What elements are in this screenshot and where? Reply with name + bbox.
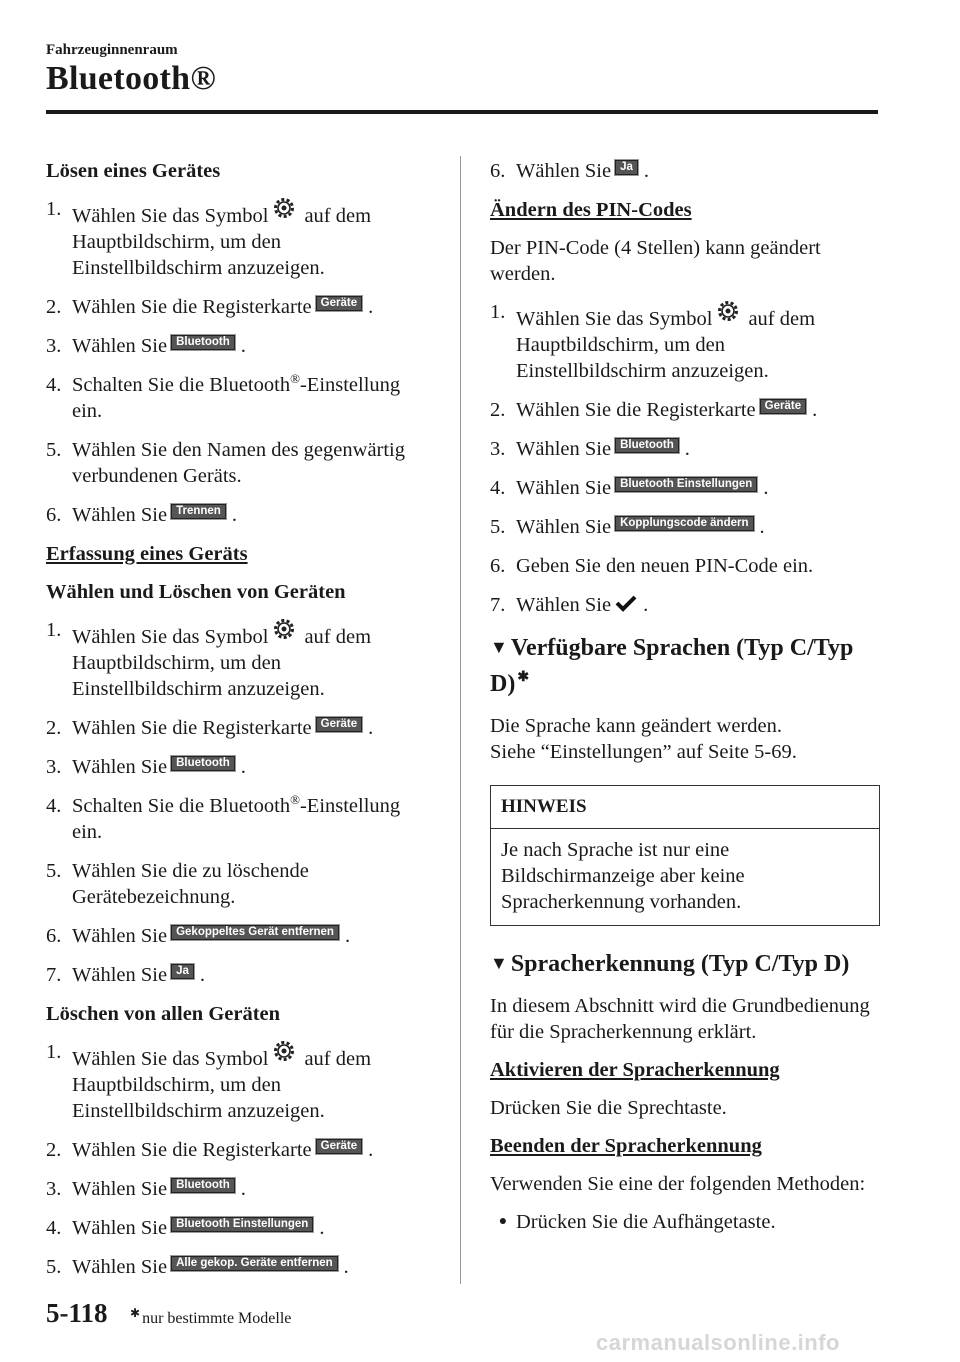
- ja-button: Ja: [171, 964, 194, 979]
- bluetooth-button: Bluetooth: [171, 335, 235, 350]
- page-number: 5-118: [46, 1298, 108, 1328]
- heading-beenden: Beenden der Spracherkennung: [490, 1135, 762, 1157]
- paragraph: Verwenden Sie eine der folgenden Methoden:: [490, 1173, 866, 1195]
- step: 3. Wählen Sie Bluetooth .: [46, 1178, 246, 1200]
- step: 4. Wählen Sie Bluetooth Einstellungen .: [46, 1217, 325, 1239]
- bluetooth-button: Bluetooth: [171, 756, 235, 771]
- step: 3. Wählen Sie Bluetooth .: [46, 335, 246, 357]
- step: 7. Wählen Sie Ja .: [46, 964, 205, 986]
- paragraph: Drücken Sie die Sprechtaste.: [490, 1097, 727, 1119]
- step: 2. Wählen Sie die Registerkarte Geräte .: [46, 717, 374, 739]
- paragraph: Siehe “Einstellungen” auf Seite 5-69.: [490, 741, 797, 763]
- step: 3. Wählen Sie Bluetooth .: [490, 438, 690, 460]
- step: 4. Schalten Sie die Bluetooth®-Einstellung ein.: [46, 371, 401, 422]
- step: 6. Geben Sie den neuen PIN-Code ein.: [490, 555, 814, 577]
- asterisk-icon: ✱: [517, 670, 530, 685]
- step: 5. Wählen Sie die zu löschende Gerätebezeichnung.: [46, 860, 309, 908]
- heading-pin-code: Ändern des PIN-Codes: [490, 199, 692, 221]
- heading-sprachen: ▼ Verfügbare Sprachen (Typ C/Typ D) ✱: [490, 632, 880, 699]
- step: 5. Wählen Sie Kopplungscode ändern .: [490, 516, 765, 538]
- step: 1. Wählen Sie das Symbol auf dem Hauptbildschirm, um den Einstellbildschirm anzuzeigen.: [46, 198, 372, 279]
- step: 6. Wählen Sie Ja .: [490, 160, 649, 182]
- paragraph: Der PIN-Code (4 Stellen) kann geändert werden.: [490, 237, 821, 285]
- geraete-tab-button: Geräte: [316, 296, 362, 311]
- heading-loeschen-alle: Löschen von allen Geräten: [46, 1003, 281, 1025]
- step: 3. Wählen Sie Bluetooth .: [46, 756, 246, 778]
- step: 2. Wählen Sie die Registerkarte Geräte .: [490, 399, 818, 421]
- section-label: Fahrzeuginnenraum: [46, 42, 178, 58]
- asterisk-icon: ✱: [130, 1306, 141, 1320]
- gear-icon: [716, 299, 740, 323]
- gear-icon: [272, 1039, 296, 1063]
- watermark: carmanualsonline.info: [596, 1330, 840, 1355]
- geraete-tab-button: Geräte: [760, 399, 806, 414]
- right-column: [490, 158, 880, 1247]
- checkmark-icon: [615, 594, 637, 612]
- note-title: HINWEIS: [491, 786, 879, 829]
- bluetooth-button: Bluetooth: [171, 1178, 235, 1193]
- alle-geraete-entfernen-button: Alle gekop. Geräte entfernen: [171, 1256, 338, 1271]
- gekoppeltes-geraet-entfernen-button: Gekoppeltes Gerät entfernen: [171, 925, 339, 940]
- note-box: [490, 785, 880, 926]
- triangle-down-icon: ▼: [490, 953, 508, 973]
- trennen-button: Trennen: [171, 504, 226, 519]
- ja-button: Ja: [615, 160, 638, 175]
- step: 4. Wählen Sie Bluetooth Einstellungen .: [490, 477, 769, 499]
- step: 2. Wählen Sie die Registerkarte Geräte .: [46, 296, 374, 318]
- paragraph: Die Sprache kann geändert werden.: [490, 715, 782, 737]
- footer-note: ✱ nur bestimmte Modelle: [130, 1306, 292, 1327]
- bullet-icon: ●: [498, 1214, 508, 1229]
- page-title: Bluetooth®: [46, 60, 217, 97]
- geraete-tab-button: Geräte: [316, 717, 362, 732]
- column-divider: [460, 156, 461, 1284]
- header-rule: [46, 110, 878, 114]
- note-body: Je nach Sprache ist nur eine Bildschirmanzeige aber keine Spracherkennung vorhanden.: [501, 839, 745, 913]
- geraete-tab-button: Geräte: [316, 1139, 362, 1154]
- bluetooth-einstellungen-button: Bluetooth Einstellungen: [171, 1217, 313, 1232]
- heading-spracherkennung: ▼ Spracherkennung (Typ C/Typ D): [490, 948, 880, 979]
- gear-icon: [272, 617, 296, 641]
- triangle-down-icon: ▼: [490, 637, 508, 657]
- step: 1. Wählen Sie das Symbol auf dem Hauptbildschirm, um den Einstellbildschirm anzuzeigen.: [46, 1041, 372, 1122]
- step: 2. Wählen Sie die Registerkarte Geräte .: [46, 1139, 374, 1161]
- list-item: ● Drücken Sie die Aufhängetaste.: [490, 1209, 880, 1235]
- step: 1. Wählen Sie das Symbol auf dem Hauptbildschirm, um den Einstellbildschirm anzuzeigen.: [490, 301, 816, 382]
- bluetooth-einstellungen-button: Bluetooth Einstellungen: [615, 477, 757, 492]
- bluetooth-button: Bluetooth: [615, 438, 679, 453]
- step: 5. Wählen Sie den Namen des gegenwärtig verbundenen Geräts.: [46, 439, 406, 487]
- kopplungscode-aendern-button: Kopplungscode ändern: [615, 516, 753, 531]
- step: 6. Wählen Sie Trennen .: [46, 504, 237, 526]
- gear-icon: [272, 196, 296, 220]
- step: 1. Wählen Sie das Symbol auf dem Hauptbildschirm, um den Einstellbildschirm anzuzeigen.: [46, 619, 372, 700]
- heading-aktivieren: Aktivieren der Spracherkennung: [490, 1059, 780, 1081]
- left-column: [46, 158, 426, 1293]
- heading-loesen: Lösen eines Gerätes: [46, 160, 221, 182]
- step: 5. Wählen Sie Alle gekop. Geräte entfernen .: [46, 1256, 349, 1278]
- step: 6. Wählen Sie Gekoppeltes Gerät entfernen .: [46, 925, 351, 947]
- heading-waehlen-loeschen: Wählen und Löschen von Geräten: [46, 581, 346, 603]
- step: 7. Wählen Sie .: [490, 594, 649, 616]
- step: 4. Schalten Sie die Bluetooth®-Einstellung ein.: [46, 792, 401, 843]
- paragraph: In diesem Abschnitt wird die Grundbedienung für die Spracherkennung erklärt.: [490, 995, 870, 1043]
- heading-erfassung: Erfassung eines Geräts: [46, 543, 248, 565]
